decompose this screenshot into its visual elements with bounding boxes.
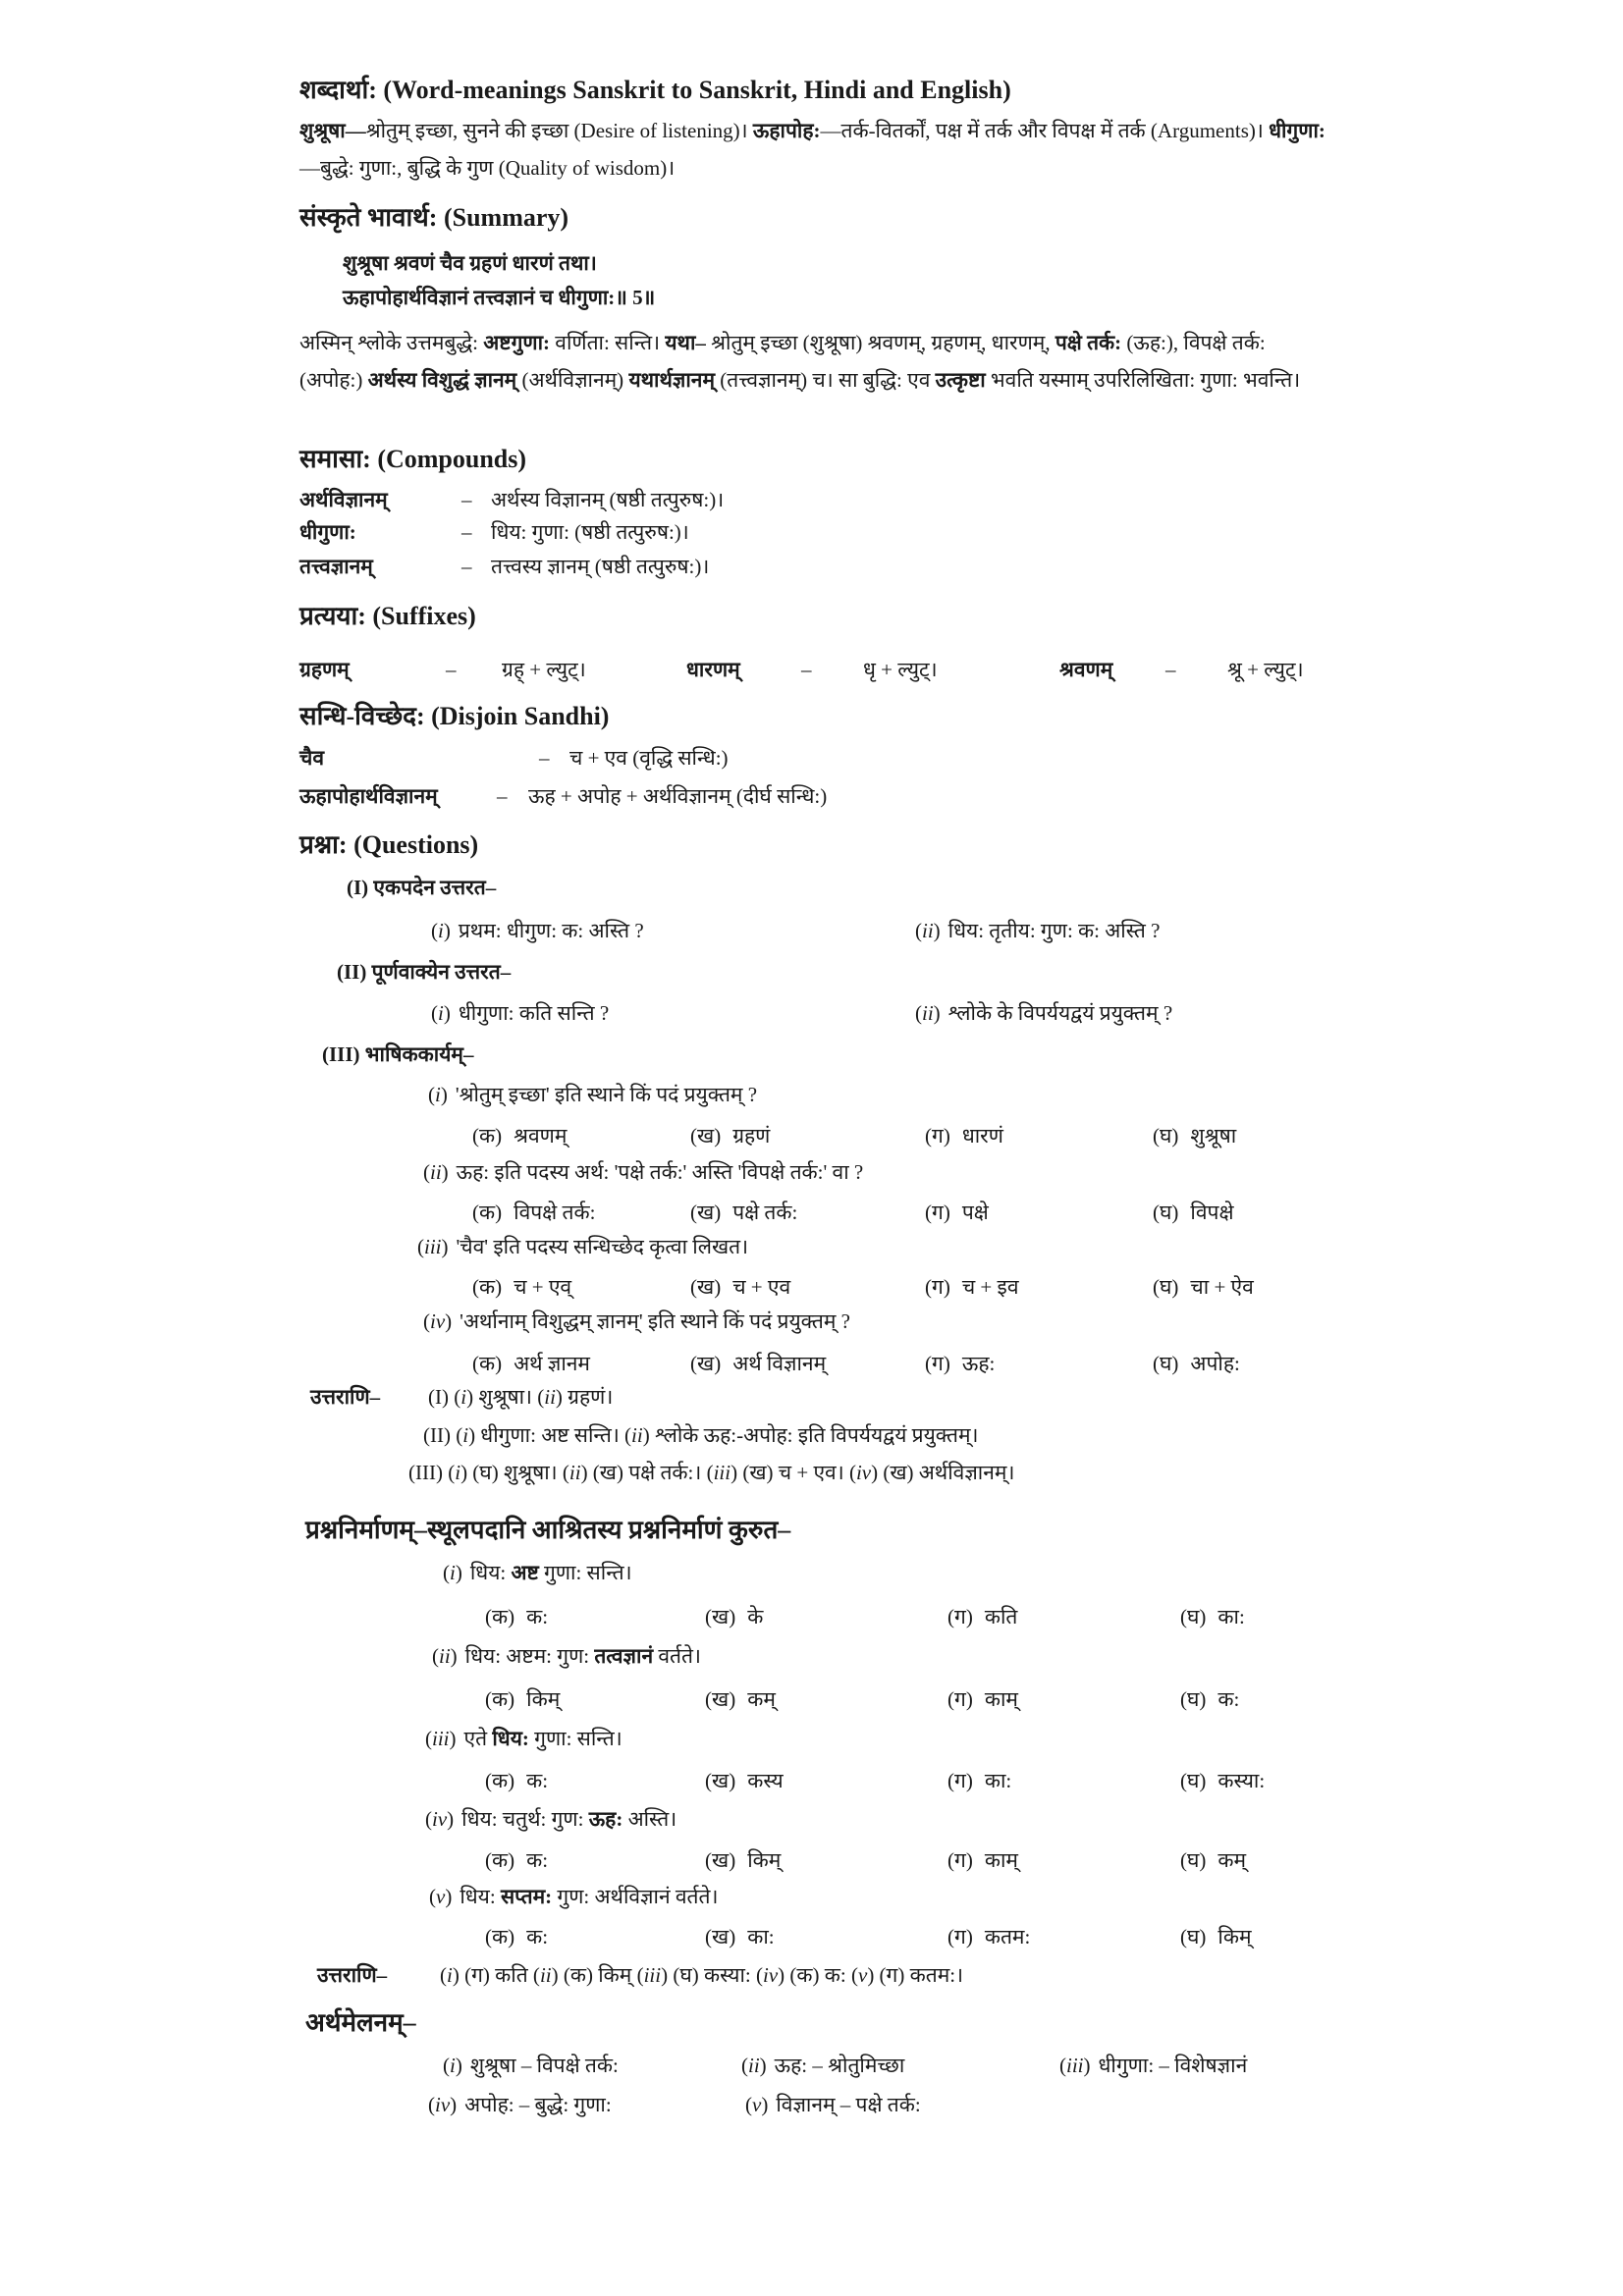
text-segment: वर्णिता: सन्ति।: [550, 331, 666, 354]
option-text: कम्: [1217, 1848, 1247, 1872]
option-text: का:: [984, 1769, 1012, 1792]
option-letter: ( घ ): [1180, 1848, 1206, 1872]
italic-numeral: i: [460, 1385, 467, 1409]
item-number: ( ii ): [741, 2054, 767, 2077]
item-text: अपोह: – बुद्धे: गुणा:: [464, 2093, 612, 2116]
question: [417, 1235, 748, 1259]
option: [472, 1350, 590, 1377]
italic-numeral: iii: [713, 1461, 731, 1484]
text-segment: एते: [463, 1727, 493, 1750]
option-text: किम्: [1217, 1925, 1252, 1949]
option-text: कति: [984, 1605, 1018, 1629]
option-letter: ( घ ): [1153, 1352, 1178, 1375]
option-text: शुश्रूषा: [1190, 1124, 1237, 1148]
heading-compounds: [299, 444, 526, 474]
dash: –: [497, 784, 508, 808]
bold-text: उत्कृष्टा: [935, 368, 986, 392]
option-text: क:: [526, 1925, 549, 1949]
question: [429, 1885, 718, 1909]
heading-suffixes: [299, 601, 476, 631]
option-text: ग्रहणं: [732, 1124, 771, 1148]
item-number: ( iv ): [428, 2093, 457, 2116]
option-letter: ( घ ): [1180, 1605, 1206, 1629]
option-letter: ( ख ): [690, 1352, 721, 1375]
text-segment: ) (घ) कस्या: (: [661, 1963, 763, 1987]
heading-question-making: प्रश्ननिर्माणम्–स्थूलपदानि आश्रितस्य प्रश्ननिर्माणं कुरुत–: [305, 1516, 791, 1544]
option: [690, 1350, 826, 1377]
option: [690, 1199, 797, 1226]
question-number: ( iv ): [423, 1309, 452, 1333]
bold-text: धीगुणा:: [1269, 119, 1325, 142]
question-text: [465, 1644, 701, 1668]
bold-text: ऊह:: [588, 1807, 623, 1831]
option-text: क:: [526, 1605, 549, 1629]
dash: –: [801, 658, 812, 681]
option-letter: ( क ): [485, 1605, 514, 1629]
option-letter: ( ग ): [947, 1687, 973, 1711]
option: [925, 1350, 995, 1377]
suffix-term: ग्रहणम्: [299, 658, 350, 681]
compound-value: अर्थस्य विज्ञानम् (षष्ठी तत्पुरुष:)।: [491, 488, 725, 511]
question-text: [460, 1885, 718, 1908]
bold-text: ऊहापोह:: [752, 119, 821, 142]
question-number: ( i ): [431, 1001, 451, 1025]
question: [423, 1309, 850, 1334]
option-text: कतम:: [984, 1925, 1031, 1949]
question-text: 'अर्थानाम् विशुद्धम् ज्ञानम्' इति स्थाने किं पदं प्रयुक्तम् ?: [460, 1309, 850, 1333]
option-letter: ( क ): [472, 1275, 502, 1299]
option-letter: ( ग ): [947, 1925, 973, 1949]
option-text: च + इव: [961, 1275, 1019, 1299]
match-item: [745, 2093, 921, 2117]
option: [1180, 1923, 1252, 1950]
option: [947, 1685, 1018, 1713]
heading-english: (Summary): [443, 203, 569, 232]
option-letter: ( घ ): [1153, 1201, 1178, 1224]
text-segment: ) (ख) च + एव। (: [730, 1461, 856, 1484]
question-text: 'चैव' इति पदस्य सन्धिच्छेद कृत्वा लिखत।: [456, 1235, 749, 1258]
italic-numeral: i: [447, 1963, 453, 1987]
option-text: अपोह:: [1190, 1352, 1240, 1375]
option: [947, 1603, 1017, 1630]
text-segment: (: [454, 1385, 461, 1409]
dash: –: [461, 488, 472, 511]
option: [1180, 1846, 1246, 1874]
question-text: [461, 1807, 676, 1831]
heading-matching: अर्थमेलनम्–: [305, 2008, 416, 2037]
italic-numeral: ii: [568, 1461, 581, 1484]
option-letter: ( घ ): [1153, 1275, 1178, 1299]
option-text: काम्: [984, 1687, 1018, 1711]
compound-value: तत्त्वस्य ज्ञानम् (षष्ठी तत्पुरुष:)।: [491, 555, 710, 578]
sandhi-term: चैव: [299, 746, 325, 770]
option-letter: ( घ ): [1153, 1124, 1178, 1148]
heading-sanskrit: सन्धि-विच्छेद:: [299, 702, 425, 730]
question-number: ( iii ): [417, 1235, 449, 1258]
heading-sanskrit: प्रत्यया:: [299, 602, 366, 630]
question-text: ऊह: इति पदस्य अर्थ: 'पक्षे तर्क:' अस्ति 'विपक्षे तर्क:' वा ?: [456, 1160, 864, 1184]
text-segment: गुणा: सन्ति।: [528, 1727, 622, 1750]
text-segment: (II) (: [423, 1423, 463, 1447]
option: [1180, 1767, 1265, 1794]
option-text: किम्: [526, 1687, 561, 1711]
item-number: ( v ): [745, 2093, 768, 2116]
summary-text: [299, 324, 1330, 399]
compound-term: तत्त्वज्ञानम्: [299, 555, 373, 578]
options-row: [0, 1923, 1623, 1952]
question: [423, 1160, 863, 1185]
text-segment: अस्ति।: [622, 1807, 677, 1831]
dash: –: [461, 520, 472, 544]
question: [432, 1644, 701, 1669]
option-text: का:: [747, 1925, 775, 1949]
option-letter: ( क ): [485, 1769, 514, 1792]
options-row: [0, 1350, 1623, 1379]
text-segment: ) ग्रहणं।: [555, 1385, 614, 1409]
question-number: ( ii ): [915, 919, 941, 942]
option-text: चा + ऐव: [1190, 1275, 1254, 1299]
option-letter: ( ग ): [947, 1605, 973, 1629]
bold-text: धिय:: [492, 1727, 529, 1750]
verse-line: ऊहापोहार्थविज्ञानं तत्त्वज्ञानं च धीगुणा:॥ 5॥: [343, 286, 656, 309]
heading-english: (Suffixes): [372, 602, 476, 630]
match-item: [741, 2054, 904, 2078]
option: [705, 1923, 775, 1950]
option: [947, 1846, 1018, 1874]
heading-english: (Disjoin Sandhi): [431, 702, 610, 730]
word-meanings-text: [299, 112, 1330, 187]
heading-questions: [299, 829, 478, 860]
italic-numeral: iii: [643, 1963, 662, 1987]
question-text: प्रथम: धीगुण: क: अस्ति ?: [458, 919, 644, 942]
heading-sanskrit: शब्दार्था:: [299, 76, 377, 104]
bold-text: सप्तम:: [500, 1885, 553, 1908]
option: [485, 1603, 548, 1630]
text-segment: श्रोतुम् इच्छा, सुनने की इच्छा (Desire of listening)।: [365, 119, 753, 142]
option: [485, 1767, 548, 1794]
item-text: विज्ञानम् – पक्षे तर्क:: [776, 2093, 921, 2116]
text-segment: ) श्लोके ऊह:-अपोह: इति विपर्ययद्वयं प्रयुक्तम्।: [642, 1423, 979, 1447]
text-segment: ) (क) क: (: [778, 1963, 858, 1987]
answers-label: उत्तराणि–: [310, 1385, 381, 1409]
suffix-value: ग्रह् + ल्युट्।: [502, 658, 586, 681]
option-letter: ( ग ): [925, 1352, 950, 1375]
heading-sandhi: [299, 701, 609, 731]
compound-term: धीगुणा:: [299, 520, 356, 544]
option: [1153, 1350, 1240, 1377]
item-text: ऊह: – श्रोतुमिच्छा: [774, 2054, 905, 2077]
text-segment: ) (घ) शुश्रूषा। (: [460, 1461, 569, 1484]
heading-english: (Word-meanings Sanskrit to Sanskrit, Hindi and English): [383, 76, 1011, 104]
options-row: [0, 1199, 1623, 1228]
option-letter: ( ख ): [705, 1925, 735, 1949]
option: [472, 1273, 571, 1301]
option-letter: ( ख ): [705, 1769, 735, 1792]
question-number: ( i ): [431, 919, 451, 942]
text-segment: धिय:: [460, 1885, 501, 1908]
option-text: च + एव: [732, 1275, 791, 1299]
option: [1153, 1199, 1234, 1226]
heading-sanskrit: संस्कृते भावार्थ:: [299, 203, 438, 232]
option: [485, 1923, 548, 1950]
option-letter: ( ग ): [925, 1275, 950, 1299]
question-text: 'श्रोतुम् इच्छा' इति स्थाने किं पदं प्रयुक्तम् ?: [455, 1083, 758, 1106]
option-text: ऊह:: [961, 1352, 996, 1375]
suffix-value: श्रू + ल्युट्।: [1227, 658, 1304, 681]
option: [690, 1273, 790, 1301]
question: [915, 919, 1160, 943]
option-text: कस्य: [747, 1769, 784, 1792]
question-text: धीगुणा: कति सन्ति ?: [458, 1001, 610, 1025]
bold-text: पक्षे तर्क:: [1055, 331, 1122, 354]
answer-line: [423, 1423, 979, 1448]
sandhi-value: ऊह + अपोह + अर्थविज्ञानम् (दीर्घ सन्धि:): [528, 784, 828, 808]
question: [443, 1561, 632, 1585]
italic-numeral: ii: [631, 1423, 643, 1447]
question-text: धिय: तृतीय: गुण: क: अस्ति ?: [947, 919, 1161, 942]
option: [1180, 1603, 1245, 1630]
option: [472, 1122, 567, 1149]
answer-line: [428, 1385, 613, 1410]
bold-text: अर्थस्य विशुद्धं ज्ञानम्: [367, 368, 517, 392]
italic-numeral: v: [857, 1963, 868, 1987]
dash: –: [461, 555, 472, 578]
sandhi-value: च + एव (वृद्धि सन्धि:): [569, 746, 729, 770]
italic-numeral: ii: [539, 1963, 552, 1987]
section-full-sentence: (II) पूर्णवाक्येन उत्तरत–: [337, 960, 512, 984]
question: [425, 1807, 676, 1832]
option-letter: ( ग ): [925, 1124, 950, 1148]
option-letter: ( क ): [472, 1201, 502, 1224]
heading-english: (Questions): [353, 830, 479, 859]
item-text: शुश्रूषा – विपक्षे तर्क:: [469, 2054, 619, 2077]
text-segment: ) (ग) कति (: [452, 1963, 540, 1987]
option-letter: ( ख ): [705, 1605, 735, 1629]
option-text: पक्षे तर्क:: [732, 1201, 798, 1224]
item-number: ( iii ): [1059, 2054, 1091, 2077]
option-text: कस्या:: [1217, 1769, 1266, 1792]
question: [428, 1083, 757, 1107]
question-number: ( iv ): [425, 1807, 454, 1831]
match-item: [1059, 2054, 1247, 2078]
option: [485, 1846, 548, 1874]
option-text: का:: [1217, 1605, 1245, 1629]
text-segment: (: [440, 1963, 447, 1987]
text-segment: धिय: चतुर्थ: गुण:: [461, 1807, 589, 1831]
option: [705, 1603, 763, 1630]
option-text: कम्: [747, 1687, 776, 1711]
option-text: क:: [526, 1848, 549, 1872]
text-segment: (I): [428, 1385, 455, 1409]
suffix-value: धृ + ल्युट्।: [863, 658, 938, 681]
option-letter: ( ग ): [925, 1201, 950, 1224]
question-number: ( ii ): [423, 1160, 449, 1184]
options-row: [0, 1685, 1623, 1715]
heading-english: (Compounds): [377, 445, 527, 473]
match-item: [428, 2093, 612, 2117]
answer-line: [440, 1963, 963, 1988]
option-text: विपक्षे: [1190, 1201, 1234, 1224]
bold-text: तत्वज्ञानं: [594, 1644, 654, 1668]
text-segment: (तत्त्वज्ञानम्) च। सा बुद्धि: एव: [715, 368, 936, 392]
options-row: [0, 1846, 1623, 1876]
question-number: ( v ): [429, 1885, 452, 1908]
question-text: [470, 1561, 632, 1584]
option-text: च + एव्: [514, 1275, 572, 1299]
text-segment: ) धीगुणा: अष्ट सन्ति। (: [468, 1423, 632, 1447]
heading-sanskrit: प्रश्ना:: [299, 830, 348, 859]
option-letter: ( ख ): [690, 1275, 721, 1299]
option-text: क:: [1217, 1687, 1240, 1711]
text-segment: ) (ख) पक्षे तर्क:। (: [580, 1461, 714, 1484]
compound-value: धिय: गुणा: (षष्ठी तत्पुरुष:)।: [491, 520, 689, 544]
option: [1153, 1122, 1236, 1149]
italic-numeral: i: [455, 1461, 461, 1484]
section-language: (III) भाषिककार्यम्–: [322, 1042, 474, 1066]
text-segment: ) शुश्रूषा। (: [466, 1385, 545, 1409]
option-letter: ( क ): [485, 1925, 514, 1949]
option-text: के: [747, 1605, 764, 1629]
text-segment: गुण: अर्थविज्ञानं वर्तते।: [552, 1885, 719, 1908]
question-number: ( i ): [428, 1083, 448, 1106]
sandhi-term: ऊहापोहार्थविज्ञानम्: [299, 784, 438, 808]
question-text: श्लोके के विपर्ययद्वयं प्रयुक्तम् ?: [947, 1001, 1173, 1025]
heading-summary: [299, 202, 568, 233]
question: [431, 1001, 609, 1026]
italic-numeral: iv: [855, 1461, 872, 1484]
option-letter: ( क ): [485, 1687, 514, 1711]
option-letter: ( घ ): [1180, 1687, 1206, 1711]
option-text: पक्षे: [961, 1201, 989, 1224]
option-letter: ( ख ): [705, 1848, 735, 1872]
text-segment: भवति यस्माम् उपरिलिखिता: गुणा: भवन्ति।: [985, 368, 1301, 392]
text-segment: वर्तते।: [653, 1644, 701, 1668]
option-letter: ( ख ): [690, 1124, 721, 1148]
verse-line: शुश्रूषा श्रवणं चैव ग्रहणं धारणं तथा।: [343, 251, 597, 275]
options-row: [0, 1767, 1623, 1796]
option: [925, 1199, 989, 1226]
options-row: [0, 1273, 1623, 1303]
question-number: ( iii ): [425, 1727, 457, 1750]
option: [705, 1685, 776, 1713]
text-segment: (ऊह:), विपक्षे तर्क: (अपोह:): [299, 331, 1266, 392]
italic-numeral: i: [462, 1423, 469, 1447]
compound-term: अर्थविज्ञानम्: [299, 488, 388, 511]
option: [1180, 1685, 1239, 1713]
text-segment: अस्मिन् श्लोके उत्तमबुद्धे:: [299, 331, 484, 354]
question-text: [464, 1727, 622, 1750]
option: [690, 1122, 770, 1149]
text-segment: गुणा: सन्ति।: [538, 1561, 632, 1584]
text-segment: (III) (: [408, 1461, 456, 1484]
question: [425, 1727, 622, 1751]
option: [925, 1122, 1003, 1149]
option: [1153, 1273, 1254, 1301]
option-text: श्रवणम्: [514, 1124, 568, 1148]
options-row: [0, 1603, 1623, 1632]
option-letter: ( घ ): [1180, 1769, 1206, 1792]
options-row: [0, 1122, 1623, 1151]
bold-text: शुश्रूषा—: [299, 119, 366, 142]
bold-text: अष्ट: [511, 1561, 539, 1584]
heading-word-meanings: [299, 75, 1011, 105]
match-item: [443, 2054, 619, 2078]
text-segment: —बुद्धे: गुणा:, बुद्धि के गुण (Quality of wisdom)।: [299, 156, 676, 180]
dash: –: [1165, 658, 1176, 681]
option-letter: ( ख ): [705, 1687, 735, 1711]
suffix-term: धारणम्: [686, 658, 740, 681]
suffix-term: श्रवणम्: [1059, 658, 1113, 681]
option-letter: ( ग ): [947, 1769, 973, 1792]
italic-numeral: ii: [544, 1385, 556, 1409]
option-text: अर्थ विज्ञानम्: [732, 1352, 827, 1375]
option: [485, 1685, 560, 1713]
bold-text: यथा–: [665, 331, 706, 354]
question: [431, 919, 644, 943]
option-letter: ( ख ): [690, 1201, 721, 1224]
option: [947, 1767, 1011, 1794]
dash: –: [539, 746, 550, 770]
item-text: धीगुणा: – विशेषज्ञानं: [1098, 2054, 1248, 2077]
option: [472, 1199, 595, 1226]
text-segment: धिय: अष्टम: गुण:: [464, 1644, 595, 1668]
text-segment: श्रोतुम् इच्छा (शुश्रूषा) श्रवणम्, ग्रहणम्, धारणम्,: [705, 331, 1055, 354]
option-letter: ( क ): [485, 1848, 514, 1872]
option-text: धारणं: [961, 1124, 1003, 1148]
question-number: ( ii ): [432, 1644, 458, 1668]
text-segment: (अर्थविज्ञानम्): [516, 368, 629, 392]
text-segment: ) (क) किम् (: [551, 1963, 644, 1987]
option: [705, 1846, 781, 1874]
italic-numeral: iv: [763, 1963, 779, 1987]
option-text: काम्: [984, 1848, 1018, 1872]
question-number: ( ii ): [915, 1001, 941, 1025]
text-segment: ) (ख) अर्थविज्ञानम्।: [871, 1461, 1015, 1484]
option-letter: ( क ): [472, 1124, 502, 1148]
text-segment: ) (ग) कतम:।: [867, 1963, 964, 1987]
option: [947, 1923, 1030, 1950]
option-text: किम्: [747, 1848, 782, 1872]
text-segment: —तर्क-वितर्कों, पक्ष में तर्क और विपक्ष में तर्क (Arguments)।: [820, 119, 1270, 142]
option-text: विपक्षे तर्क:: [514, 1201, 596, 1224]
section-one-word: (I) एकपदेन उत्तरत–: [347, 876, 497, 899]
question-number: ( i ): [443, 1561, 462, 1584]
bold-text: अष्टगुणा:: [483, 331, 551, 354]
option-letter: ( ग ): [947, 1848, 973, 1872]
heading-sanskrit: समासा:: [299, 445, 371, 473]
dash: –: [446, 658, 457, 681]
question: [915, 1001, 1172, 1026]
bold-text: यथार्थज्ञानम्: [628, 368, 716, 392]
item-number: ( i ): [443, 2054, 462, 2077]
option: [925, 1273, 1019, 1301]
option: [705, 1767, 784, 1794]
option-letter: ( घ ): [1180, 1925, 1206, 1949]
answer-line: [408, 1461, 1014, 1485]
option-letter: ( क ): [472, 1352, 502, 1375]
text-segment: धिय:: [469, 1561, 512, 1584]
answers-label: उत्तराणि–: [317, 1963, 388, 1987]
option-text: अर्थ ज्ञानम: [514, 1352, 590, 1375]
option-text: क:: [526, 1769, 549, 1792]
